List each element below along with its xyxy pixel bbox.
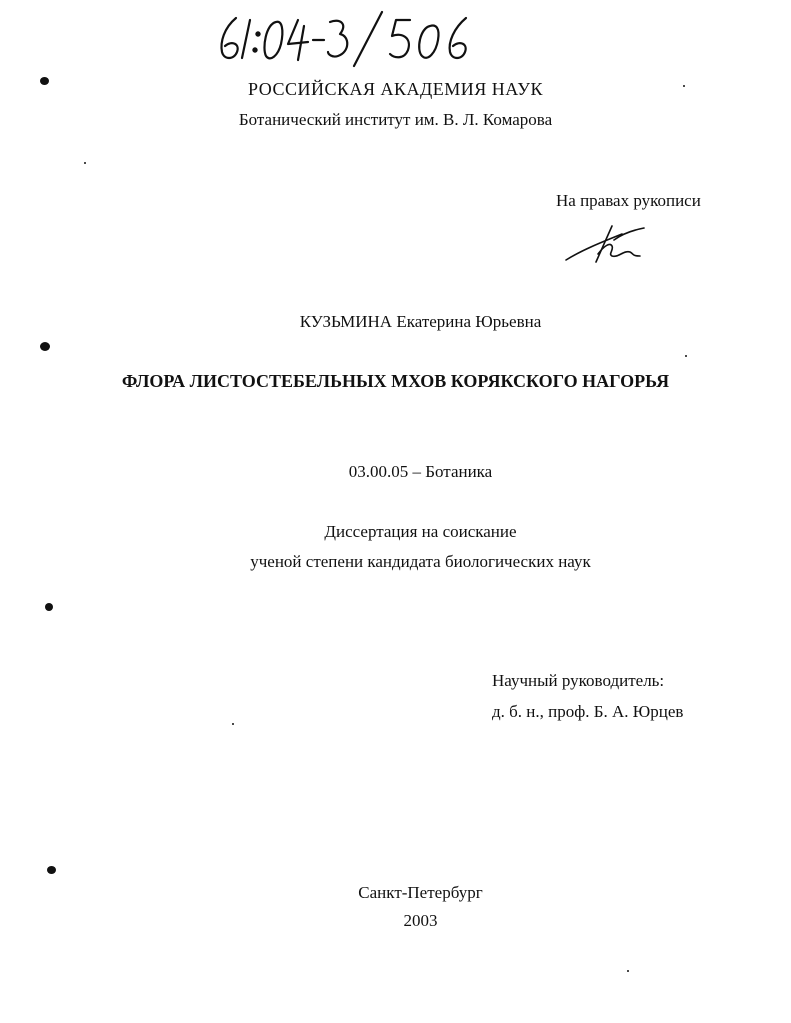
dissertation-title: ФЛОРА ЛИСТОСТЕБЕЛЬНЫХ МХОВ КОРЯКСКОГО НАГОРЬЯ bbox=[121, 371, 670, 391]
binder-mark bbox=[47, 866, 56, 874]
manuscript-rights: На правах рукописи bbox=[556, 191, 701, 210]
year: 2003 bbox=[403, 911, 438, 930]
scan-speck bbox=[84, 162, 86, 164]
binder-mark bbox=[40, 342, 50, 351]
specialty-code: 03.00.05 – Ботаника bbox=[348, 462, 493, 481]
scan-speck bbox=[232, 723, 234, 725]
city: Санкт-Петербург bbox=[358, 883, 483, 902]
dissertation-line-2: ученой степени кандидата биологических наук bbox=[250, 552, 591, 571]
dissertation-line-1: Диссертация на соискание bbox=[324, 522, 517, 541]
handwritten-archive-code bbox=[214, 8, 482, 68]
binder-mark bbox=[45, 603, 53, 611]
academy-name: РОССИЙСКАЯ АКАДЕМИЯ НАУК bbox=[248, 79, 543, 99]
binder-mark bbox=[40, 77, 49, 85]
scan-speck bbox=[685, 355, 687, 357]
supervisor-label: Научный руководитель: bbox=[492, 671, 665, 690]
institute-name: Ботанический институт им. В. Л. Комарова bbox=[238, 110, 553, 129]
supervisor-name: д. б. н., проф. Б. А. Юрцев bbox=[492, 702, 684, 721]
signature bbox=[562, 220, 646, 266]
author-name: КУЗЬМИНА Екатерина Юрьевна bbox=[299, 312, 542, 331]
scan-speck bbox=[627, 970, 629, 972]
scan-speck bbox=[683, 85, 685, 87]
